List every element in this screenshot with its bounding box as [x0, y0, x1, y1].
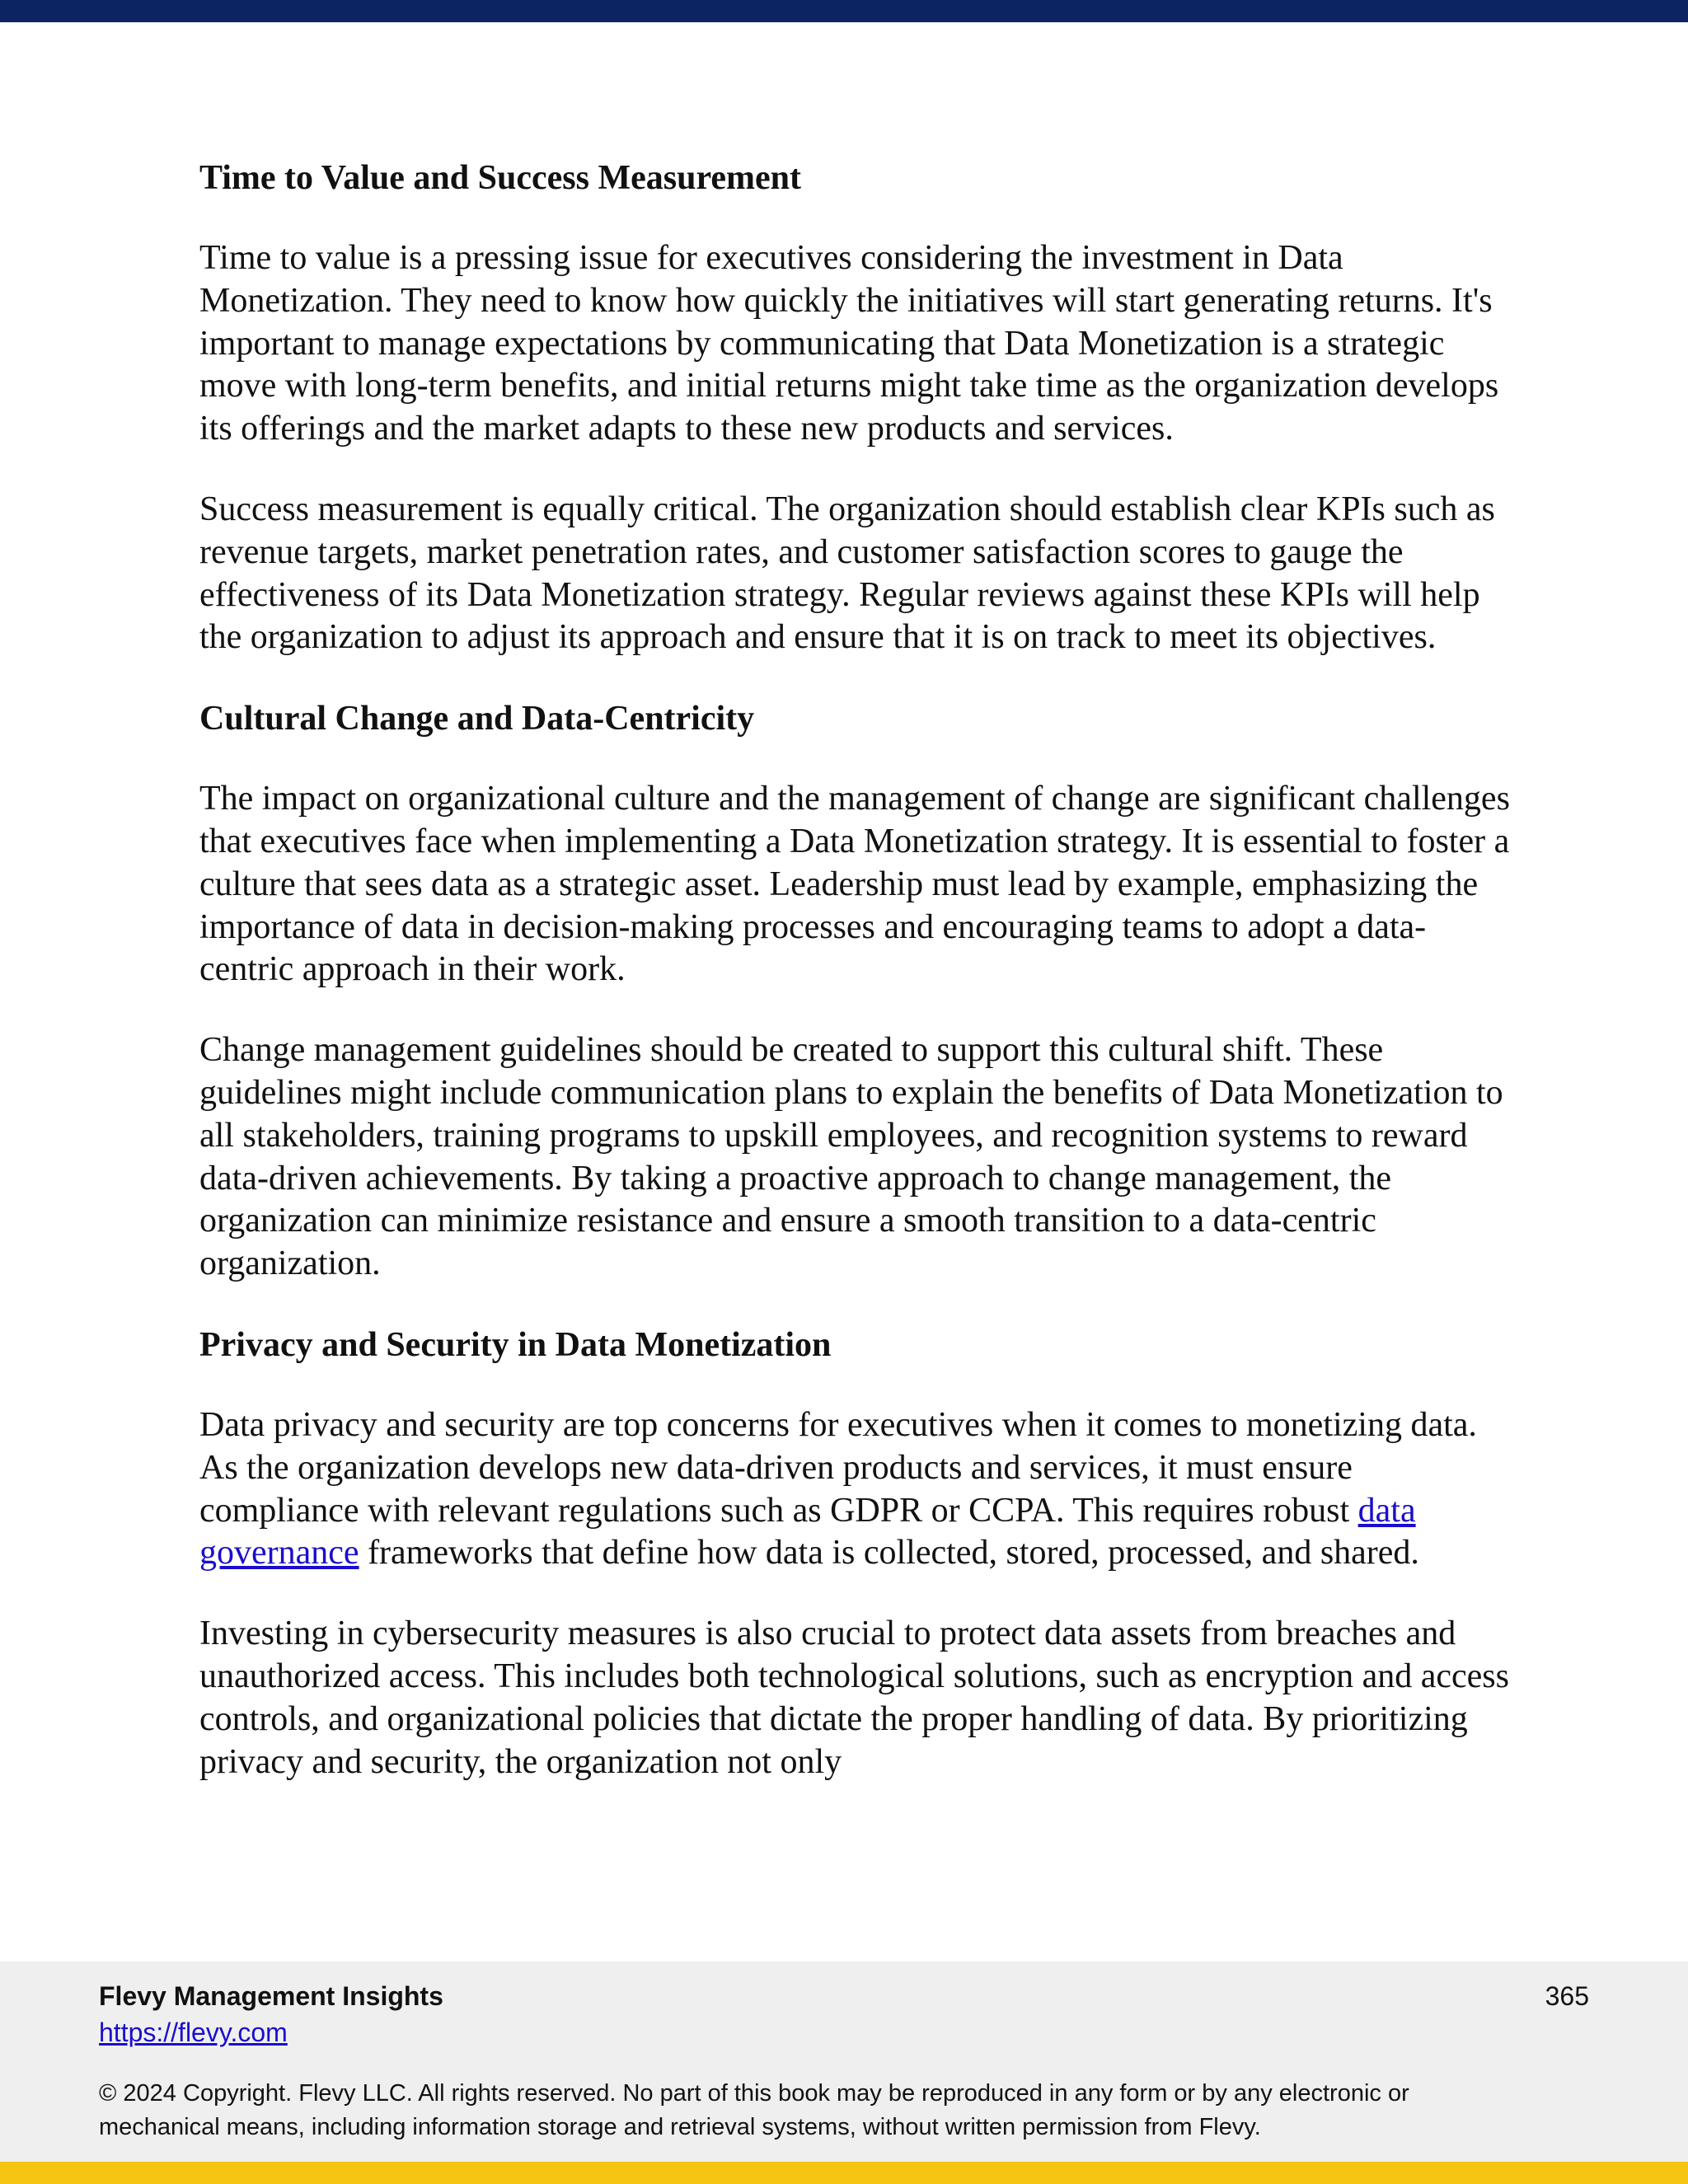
bottom-accent-bar: [0, 2162, 1688, 2184]
page-content: [199, 157, 1510, 1821]
section-heading-privacy-security: Privacy and Security in Data Monetization: [199, 1325, 832, 1364]
paragraph: The impact on organizational culture and the management of change are significant challenges that executives face when implementing a Data Monetization strategy. It is essential to foster a culture that sees data as a strategic asset. Leadership must lead by example, emphasizing the importance of data in decision-making processes and encouraging teams to adopt a data-centric approach in their work.: [199, 780, 1510, 989]
paragraph: Success measurement is equally critical. The organization should establish clear KPIs such as revenue targets, market penetration rates, and customer satisfaction scores to gauge the effectiveness of its Data Monetization strategy. Regular reviews against these KPIs will help the organization to adjust its approach and ensure that it is on track to meet its objectives.: [199, 490, 1495, 657]
copyright-notice: © 2024 Copyright. Flevy LLC. All rights reserved. No part of this book may be reproduced in any form or by any electronic or mechanical means, including information storage and retrieval systems, without written permission from Flevy.: [99, 2080, 1409, 2140]
footer-brand: Flevy Management Insights: [99, 1981, 443, 2011]
paragraph: Time to value is a pressing issue for executives considering the investment in Data Monetization. They need to know how quickly the initiatives will start generating returns. It's important to manage expectations by communicating that Data Monetization is a strategic move with long-term benefits, and initial returns might take time as the organization develops its offerings and the market adapts to these new products and services.: [199, 239, 1499, 448]
footer-url-link[interactable]: https://flevy.com: [99, 2018, 288, 2047]
paragraph-with-link: [199, 1404, 1510, 1575]
data-governance-link[interactable]: data governance: [199, 1491, 1416, 1572]
paragraph: Investing in cybersecurity measures is also crucial to protect data assets from breaches and unauthorized access. This includes both technological solutions, such as encryption and access controls, and organizational policies that dictate the proper handling of data. By prioritizing privacy and security, the organization not only: [199, 1615, 1509, 1781]
page-number: 365: [1545, 1981, 1589, 2011]
top-accent-bar: [0, 0, 1688, 22]
paragraph-text: Data privacy and security are top concerns for executives when it comes to monetizing data. As the organization develops new data-driven products and services, it must ensure compliance with relevant regulations such as GDPR or CCPA. This requires robust: [199, 1405, 1477, 1530]
paragraph-text: frameworks that define how data is collected, stored, processed, and shared.: [359, 1534, 1419, 1572]
section-heading-time-to-value: Time to Value and Success Measurement: [199, 159, 801, 197]
section-heading-cultural-change: Cultural Change and Data-Centricity: [199, 700, 755, 738]
page-footer: [0, 1961, 1688, 2162]
paragraph: Change management guidelines should be created to support this cultural shift. These guidelines might include communication plans to explain the benefits of Data Monetization to all stakeholders, training programs to upskill employees, and recognition systems to reward data-driven achievements. By taking a proactive approach to change management, the organization can minimize resistance and ensure a smooth transition to a data-centric organization.: [199, 1031, 1503, 1283]
